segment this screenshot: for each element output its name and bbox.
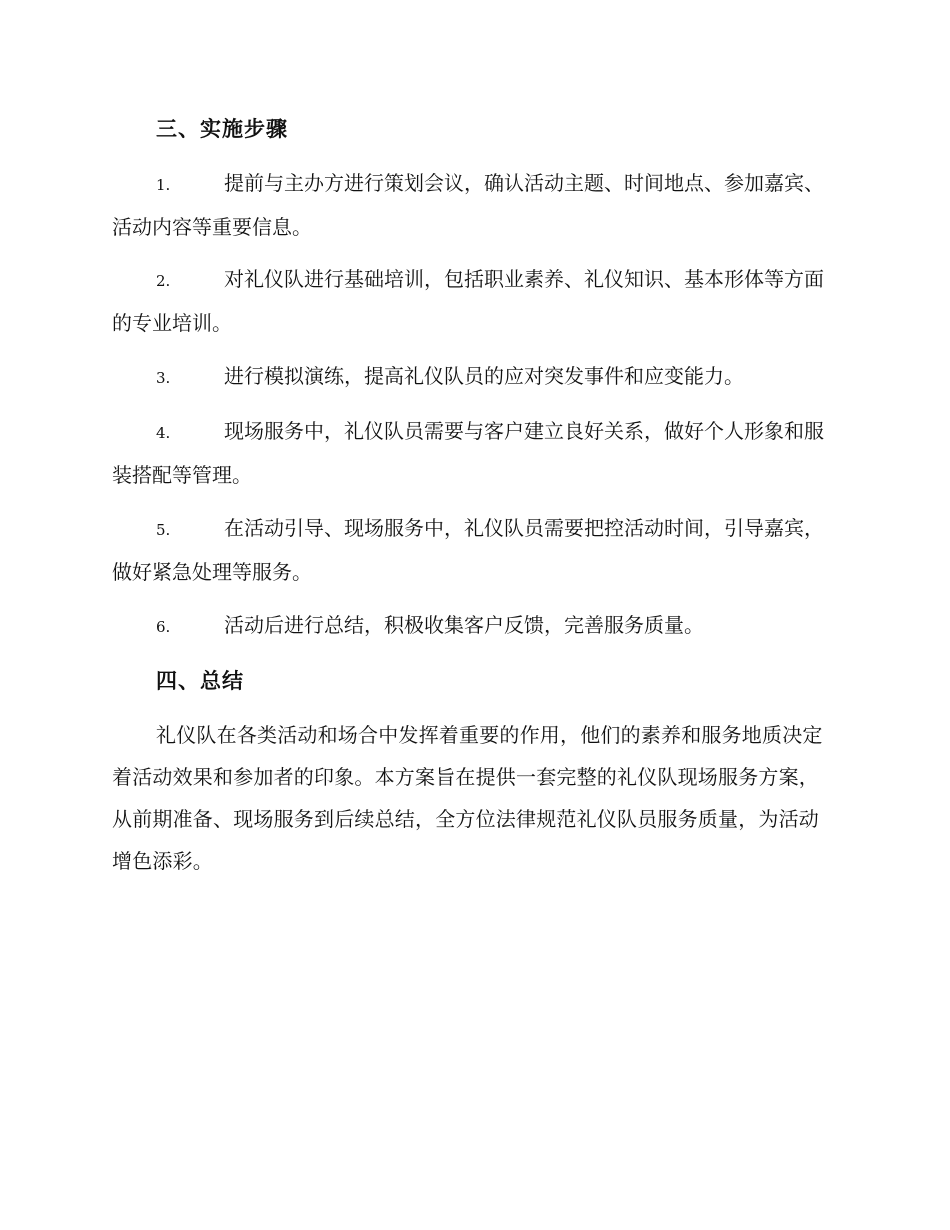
step-item [112, 507, 832, 593]
step-item [112, 162, 832, 248]
step-text: 在活动引导、现场服务中，礼仪队员需要把控活动时间，引导嘉宾，做好紧急处理等服务。 [112, 516, 824, 584]
step-number: 1. [156, 176, 171, 194]
step-item [112, 410, 832, 496]
section-heading-steps: 三、实施步骤 [156, 116, 288, 141]
step-text: 现场服务中，礼仪队员需要与客户建立良好关系，做好个人形象和服装搭配等管理。 [112, 419, 824, 487]
step-number: 6. [156, 618, 171, 636]
step-text: 活动后进行总结，积极收集客户反馈，完善服务质量。 [224, 613, 704, 637]
summary-paragraph: 礼仪队在各类活动和场合中发挥着重要的作用，他们的素养和服务地质决定着活动效果和参加者的印象。本方案旨在提供一套完整的礼仪队现场服务方案，从前期准备、现场服务到后续总结，全方位法律规范礼仪队员服务质量，为活动增色添彩。 [112, 723, 823, 873]
step-item [112, 604, 832, 648]
step-item [112, 258, 832, 344]
step-item [112, 355, 832, 399]
step-number: 4. [156, 424, 171, 442]
step-number: 2. [156, 272, 171, 290]
section-heading-summary: 四、总结 [156, 668, 244, 693]
step-text: 进行模拟演练，提高礼仪队员的应对突发事件和应变能力。 [224, 364, 744, 388]
step-text: 提前与主办方进行策划会议，确认活动主题、时间地点、参加嘉宾、活动内容等重要信息。 [112, 171, 824, 239]
step-number: 5. [156, 521, 171, 539]
step-number: 3. [156, 369, 171, 387]
step-text: 对礼仪队进行基础培训，包括职业素养、礼仪知识、基本形体等方面的专业培训。 [112, 267, 824, 335]
